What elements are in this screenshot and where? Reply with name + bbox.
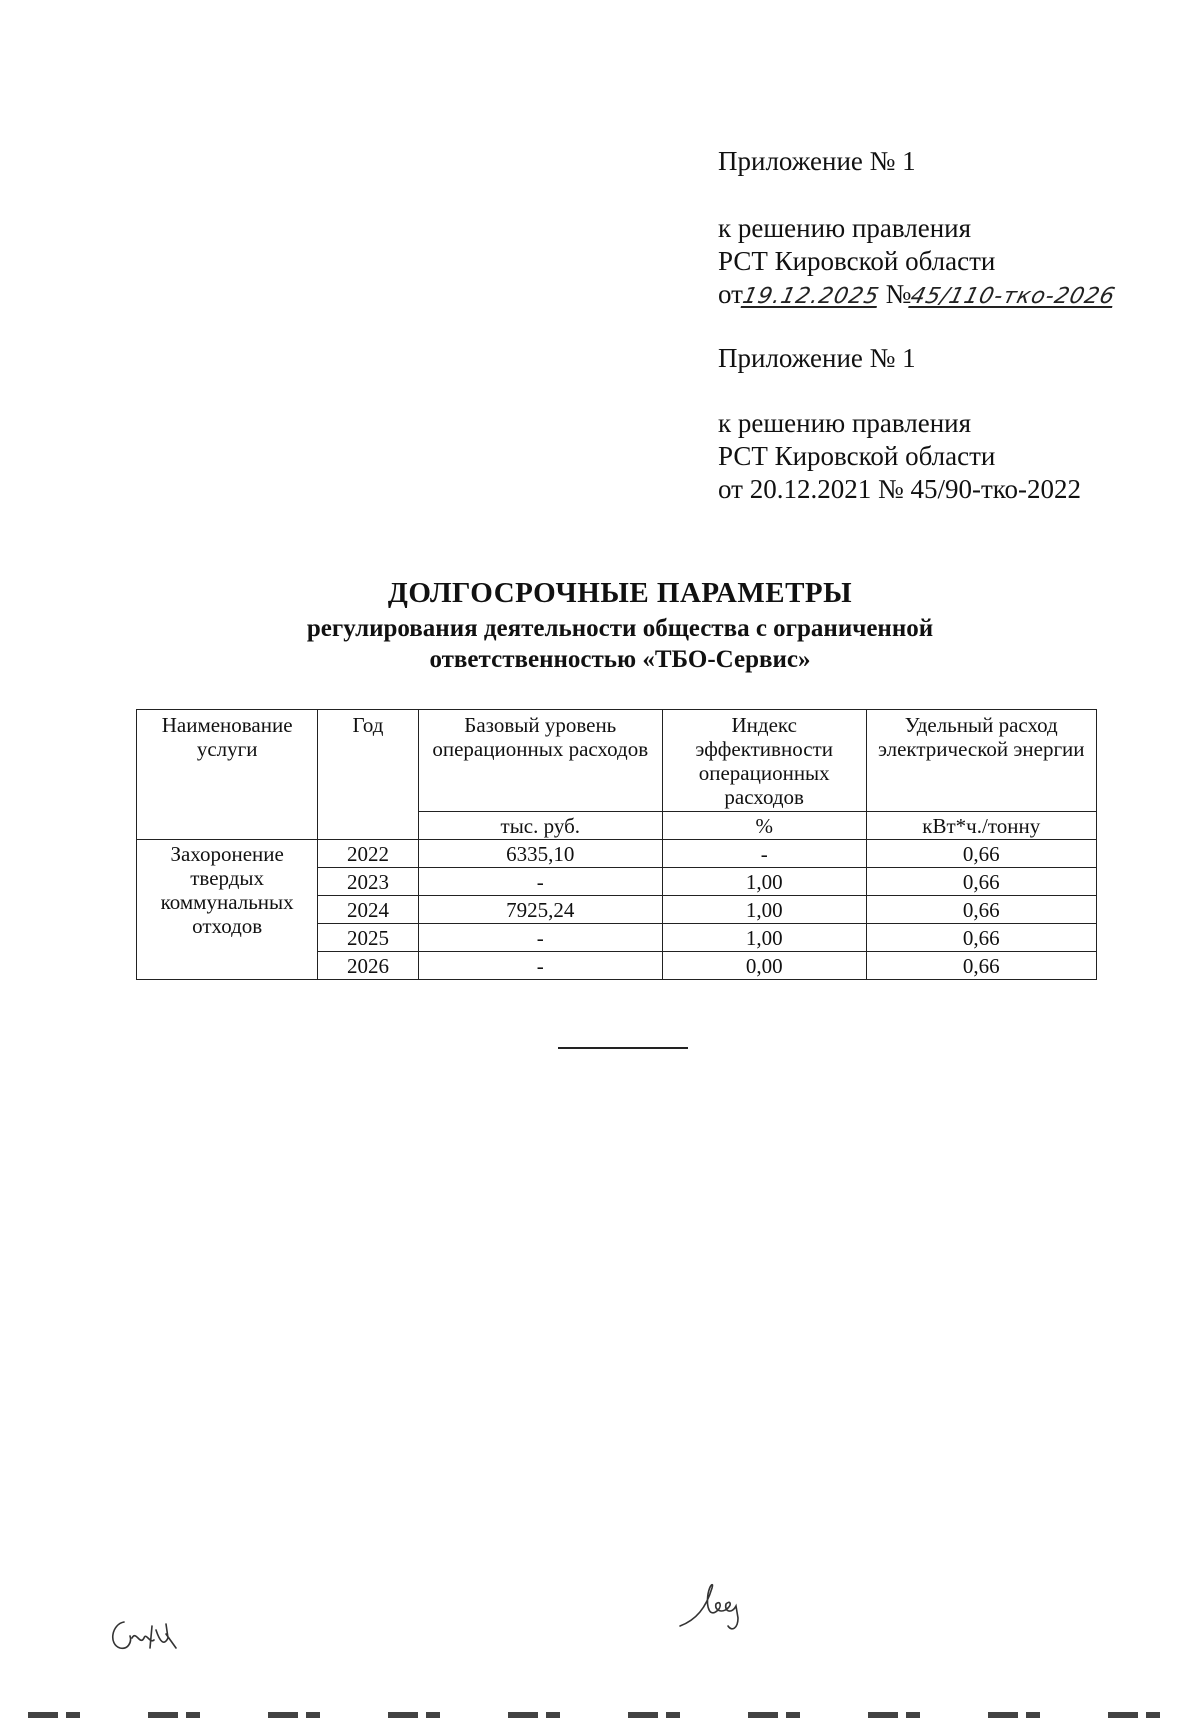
year-cell: 2024 bbox=[318, 896, 418, 924]
number-prefix: № bbox=[885, 279, 912, 309]
unit-specific-consumption: кВт*ч./тонну bbox=[866, 812, 1096, 840]
document-subheading-1: регулирования деятельности общества с ограниченной bbox=[306, 615, 934, 642]
base-level-cell: - bbox=[418, 868, 662, 896]
header-specific-consumption: Удельный расход электрической энергии bbox=[866, 710, 1096, 812]
header-base-level: Базовый уровень операционных расходов bbox=[418, 710, 662, 812]
base-level-cell: 6335,10 bbox=[418, 840, 662, 868]
previous-decision-line-3: от 20.12.2021 № 45/90-тко-2022 bbox=[718, 474, 1081, 504]
year-cell: 2025 bbox=[318, 924, 418, 952]
closing-rule bbox=[558, 1047, 688, 1049]
efficiency-index-cell: 1,00 bbox=[662, 924, 866, 952]
previous-appendix-title-text: Приложение № 1 bbox=[718, 343, 916, 373]
decision-date-number-line bbox=[718, 278, 1119, 313]
service-name-cell: Захоронение твердых коммунальных отходов bbox=[137, 840, 318, 980]
document-heading: ДОЛГОСРОЧНЫЕ ПАРАМЕТРЫ bbox=[387, 577, 853, 609]
appendix-title bbox=[718, 145, 916, 178]
efficiency-index-cell: 1,00 bbox=[662, 896, 866, 924]
decision-line-1: к решению правления bbox=[718, 213, 972, 243]
signature-right bbox=[676, 1578, 756, 1638]
year-cell: 2026 bbox=[318, 952, 418, 980]
document-subheading-2: ответственностью «ТБО-Сервис» bbox=[429, 646, 811, 673]
header-year: Год bbox=[318, 710, 418, 840]
specific-consumption-cell: 0,66 bbox=[866, 840, 1096, 868]
previous-decision-line-2: РСТ Кировской области bbox=[718, 441, 996, 471]
specific-consumption-cell: 0,66 bbox=[866, 896, 1096, 924]
base-level-cell: 7925,24 bbox=[418, 896, 662, 924]
handwritten-date: 19.12.2025 bbox=[740, 284, 882, 309]
efficiency-index-cell: - bbox=[662, 840, 866, 868]
unit-base-level: тыс. руб. bbox=[418, 812, 662, 840]
table-header-row bbox=[137, 710, 1097, 812]
signature-left bbox=[106, 1608, 186, 1658]
year-cell: 2023 bbox=[318, 868, 418, 896]
unit-efficiency-index: % bbox=[662, 812, 866, 840]
appendix-decision-ref bbox=[718, 212, 1119, 313]
date-prefix: от bbox=[718, 279, 743, 309]
previous-appendix-title bbox=[718, 342, 916, 375]
specific-consumption-cell: 0,66 bbox=[866, 952, 1096, 980]
specific-consumption-cell: 0,66 bbox=[866, 868, 1096, 896]
appendix-title-text: Приложение № 1 bbox=[718, 146, 916, 176]
specific-consumption-cell: 0,66 bbox=[866, 924, 1096, 952]
decision-line-2: РСТ Кировской области bbox=[718, 246, 996, 276]
efficiency-index-cell: 1,00 bbox=[662, 868, 866, 896]
header-efficiency-index: Индекс эффективности операционных расходов bbox=[662, 710, 866, 812]
base-level-cell: - bbox=[418, 924, 662, 952]
year-cell: 2022 bbox=[318, 840, 418, 868]
previous-decision-ref bbox=[718, 407, 1081, 506]
handwritten-number: 45/110-тко-2026 bbox=[908, 284, 1119, 309]
efficiency-index-cell: 0,00 bbox=[662, 952, 866, 980]
parameters-table bbox=[136, 709, 1097, 980]
scan-edge-artifact bbox=[28, 1712, 1173, 1718]
table-row bbox=[137, 840, 1097, 868]
base-level-cell: - bbox=[418, 952, 662, 980]
previous-decision-line-1: к решению правления bbox=[718, 408, 972, 438]
header-service-name: Наименование услуги bbox=[137, 710, 318, 840]
